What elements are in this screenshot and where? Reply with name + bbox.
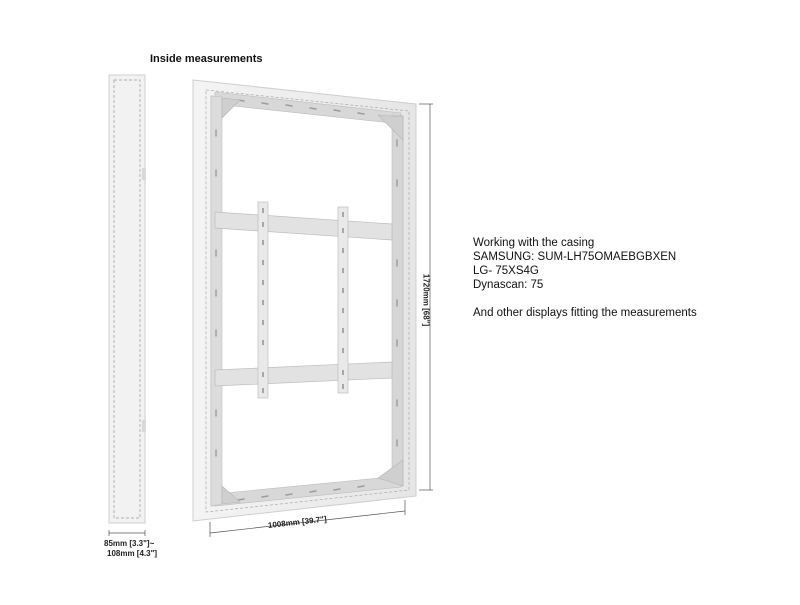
height-dimension-label: 1720mm [68"] — [421, 273, 431, 327]
compatibility-note: And other displays fitting the measurements — [473, 307, 697, 319]
spacer — [473, 292, 697, 306]
compatible-model: LG- 75XS4G — [473, 265, 539, 277]
compatibility-intro: Working with the casing — [473, 237, 595, 249]
compatible-model: SAMSUNG: SUM-LH75OMAEBGBXEN — [473, 251, 677, 263]
width-dimension-label: 1008mm [39.7"] — [267, 514, 328, 530]
depth-min-label: 85mm [3.3"]~ — [104, 539, 155, 548]
depth-max-label: 108mm [4.3"] — [107, 549, 158, 558]
compatible-model: Dynascan: 75 — [473, 279, 544, 291]
inside-measurements-heading: Inside measurements — [150, 53, 263, 65]
front-view — [193, 80, 416, 521]
side-view — [109, 75, 146, 536]
compatibility-text — [473, 236, 697, 320]
